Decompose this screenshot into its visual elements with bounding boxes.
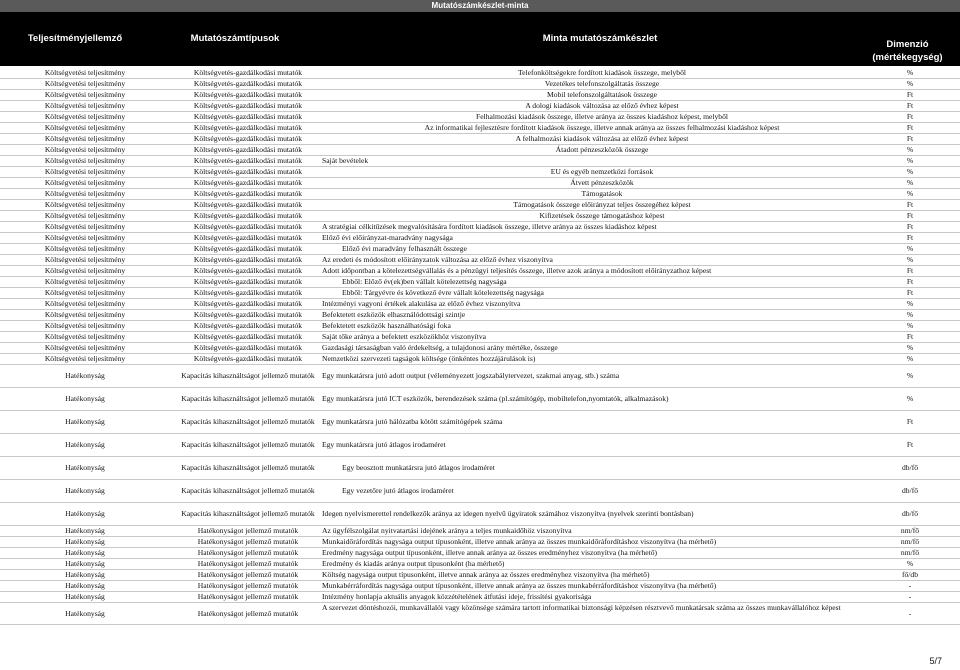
cell-c3: Intézményi vagyoni értékek alakulása az előző évhez viszonyítva — [322, 299, 521, 308]
cell-c3: Költség nagysága output típusonként, illetve annak aránya az összes eredményhez viszonyítva (ha mérhető) — [322, 570, 650, 579]
cell-c1: Költségvetési teljesítmény — [44, 321, 126, 330]
cell-c4: Ft — [906, 134, 914, 143]
table-row — [0, 178, 960, 189]
cell-c2: Kapacitás kihasználtságot jellemző mutatók — [181, 486, 315, 495]
cell-c3: Támogatások összege előirányzat teljes összegéhez képest — [513, 200, 691, 209]
cell-c1: Hatékonyság — [65, 371, 105, 380]
table-row — [0, 537, 960, 548]
table-row — [0, 200, 960, 211]
table-row — [0, 299, 960, 310]
cell-c3: Egy munkatársra jutó átlagos irodaméret — [322, 440, 446, 449]
header-dimension — [855, 38, 960, 64]
cell-c4: % — [906, 321, 914, 330]
cell-c4: Ft — [906, 266, 914, 275]
cell-c1: Költségvetési teljesítmény — [44, 233, 126, 242]
cell-c4: Ft — [906, 101, 914, 110]
cell-c1: Költségvetési teljesítmény — [44, 178, 126, 187]
table-row — [0, 266, 960, 277]
cell-c2: Kapacitás kihasználtságot jellemző mutatók — [181, 509, 315, 518]
cell-c3: Átvett pénzeszközök — [570, 178, 634, 187]
cell-c4: Ft — [906, 123, 914, 132]
cell-c1: Költségvetési teljesítmény — [44, 200, 126, 209]
cell-c4: - — [908, 608, 912, 618]
cell-c2: Költségvetés-gazdálkodási mutatók — [193, 68, 303, 77]
cell-c3: A dologi kiadások változása az előző évhez képest — [525, 101, 679, 110]
cell-c2: Kapacitás kihasználtságot jellemző mutatók — [181, 417, 315, 426]
table-row — [0, 244, 960, 255]
cell-c4: % — [906, 189, 914, 198]
cell-c2: Költségvetés-gazdálkodási mutatók — [193, 200, 303, 209]
cell-c1: Hatékonyság — [65, 581, 105, 590]
cell-c3: Előző évi maradvány felhasznált összege — [342, 244, 467, 253]
cell-c2: Költségvetés-gazdálkodási mutatók — [193, 233, 303, 242]
cell-c1: Költségvetési teljesítmény — [44, 288, 126, 297]
table-row — [0, 189, 960, 200]
table-row — [0, 255, 960, 266]
cell-c4: Ft — [906, 277, 914, 286]
cell-c3: Egy vezetőre jutó átlagos irodaméret — [342, 486, 454, 495]
cell-c2: Hatékonyságot jellemző mutatók — [197, 537, 299, 546]
cell-c2: Költségvetés-gazdálkodási mutatók — [193, 211, 303, 220]
cell-c1: Hatékonyság — [65, 592, 105, 601]
cell-c1: Hatékonyság — [65, 608, 105, 618]
table-row — [0, 123, 960, 134]
cell-c4: - — [908, 581, 912, 590]
table-row — [0, 101, 960, 112]
cell-c4: % — [906, 343, 914, 352]
cell-c3: Mobil telefonszolgáltatások összege — [546, 90, 658, 99]
cell-c4: Ft — [906, 222, 914, 231]
cell-c4: % — [906, 156, 914, 165]
cell-c2: Költségvetés-gazdálkodási mutatók — [193, 189, 303, 198]
cell-c1: Hatékonyság — [65, 548, 105, 557]
cell-c2: Költségvetés-gazdálkodási mutatók — [193, 79, 303, 88]
cell-c2: Költségvetés-gazdálkodási mutatók — [193, 167, 303, 176]
cell-c2: Hatékonyságot jellemző mutatók — [197, 581, 299, 590]
table-row — [0, 90, 960, 101]
window-title: Mutatószámkészlet-minta — [0, 0, 960, 12]
cell-c3: Gazdasági társaságban való érdekeltség, a tulajdonosi arány mértéke, összege — [322, 343, 558, 352]
table-row — [0, 288, 960, 299]
cell-c2: Költségvetés-gazdálkodási mutatók — [193, 288, 303, 297]
cell-c4: Ft — [906, 90, 914, 99]
cell-c2: Költségvetés-gazdálkodási mutatók — [193, 123, 303, 132]
cell-c1: Költségvetési teljesítmény — [44, 211, 126, 220]
table-row — [0, 79, 960, 90]
cell-c3: Telefonköltségekre fordított kiadások összege, melyből — [518, 68, 686, 77]
cell-c3: Támogatások — [581, 189, 623, 198]
cell-c4: Ft — [906, 440, 914, 449]
table-row — [0, 480, 960, 503]
table-row — [0, 592, 960, 603]
cell-c1: Költségvetési teljesítmény — [44, 90, 126, 99]
table-row — [0, 156, 960, 167]
table-row — [0, 354, 960, 365]
cell-c3: Munkabérráfordítás nagysága output típusonként, illetve annak aránya az összes munkabérráfordításhoz viszonyítva (ha mérhető) — [322, 581, 717, 590]
cell-c3: Intézmény honlapja aktuális anyagok közzétételének átfutási ideje, frissítési gyakorisága — [322, 592, 592, 601]
table-row — [0, 581, 960, 592]
cell-c2: Hatékonyságot jellemző mutatók — [197, 559, 299, 568]
cell-c1: Hatékonyság — [65, 440, 105, 449]
table-row — [0, 548, 960, 559]
table-row — [0, 112, 960, 123]
cell-c2: Költségvetés-gazdálkodási mutatók — [193, 266, 303, 275]
cell-c2: Költségvetés-gazdálkodási mutatók — [193, 178, 303, 187]
cell-c4: % — [906, 371, 914, 380]
cell-c3: Felhalmozási kiadások összege, illetve aránya az összes kiadáshoz képest, melyből — [476, 112, 728, 121]
cell-c4: % — [906, 299, 914, 308]
cell-c2: Költségvetés-gazdálkodási mutatók — [193, 90, 303, 99]
cell-c3: Ebből: Tárgyévre és következő évre vállalt kötelezettség nagysága — [342, 288, 544, 297]
cell-c3: Eredmény nagysága output típusonként, illetve annak aránya az összes eredményhez viszonyítva (ha mérhető) — [322, 548, 658, 557]
cell-c1: Költségvetési teljesítmény — [44, 145, 126, 154]
cell-c1: Költségvetési teljesítmény — [44, 189, 126, 198]
cell-c2: Költségvetés-gazdálkodási mutatók — [193, 112, 303, 121]
cell-c2: Hatékonyságot jellemző mutatók — [197, 570, 299, 579]
cell-c2: Költségvetés-gazdálkodási mutatók — [193, 156, 303, 165]
header-dimension-line2: (mértékegység) — [872, 52, 943, 63]
header-performance: Teljesítményjellemző — [27, 33, 123, 44]
cell-c1: Költségvetési teljesítmény — [44, 68, 126, 77]
cell-c3: Saját bevételek — [322, 156, 369, 165]
cell-c2: Hatékonyságot jellemző mutatók — [197, 548, 299, 557]
table-row — [0, 388, 960, 411]
cell-c2: Költségvetés-gazdálkodási mutatók — [193, 354, 303, 363]
cell-c3: Saját tőke aránya a befektett eszközökhöz viszonyítva — [322, 332, 487, 341]
cell-c3: Egy beosztott munkatársra jutó átlagos irodaméret — [342, 463, 495, 472]
table-row — [0, 134, 960, 145]
cell-c1: Költségvetési teljesítmény — [44, 277, 126, 286]
cell-c1: Költségvetési teljesítmény — [44, 299, 126, 308]
cell-c3: Egy munkatársra jutó ICT eszközök, berendezések száma (pl.számítógép, mobiltelefon,nyomtatók, alkalmazások) — [322, 394, 669, 403]
cell-c1: Hatékonyság — [65, 394, 105, 403]
cell-c2: Kapacitás kihasználtságot jellemző mutatók — [181, 394, 315, 403]
cell-c4: % — [906, 244, 914, 253]
cell-c1: Költségvetési teljesítmény — [44, 266, 126, 275]
table-row — [0, 559, 960, 570]
table-body — [0, 68, 960, 625]
cell-c3: Idegen nyelvismerettel rendelkezők aránya az idegen nyelvű ügyiratok számához viszonyítva (nyelvek szerinti bontásban) — [322, 509, 694, 518]
cell-c1: Költségvetési teljesítmény — [44, 244, 126, 253]
cell-c3: Ebből: Előző év(ek)ben vállalt kötelezettség nagysága — [342, 277, 507, 286]
cell-c4: Ft — [906, 211, 914, 220]
cell-c3: Az informatikai fejlesztésre fordított kiadások összege, illetve annak aránya az összes felhalmozási kiadáshoz képest — [424, 123, 780, 132]
table-row — [0, 310, 960, 321]
table-row — [0, 145, 960, 156]
cell-c3: Nemzetközi szervezeti tagságok költsége (önkéntes hozzájárulások is) — [322, 354, 536, 363]
cell-c2: Költségvetés-gazdálkodási mutatók — [193, 343, 303, 352]
cell-c2: Költségvetés-gazdálkodási mutatók — [193, 277, 303, 286]
table-row — [0, 603, 960, 625]
cell-c1: Költségvetési teljesítmény — [44, 101, 126, 110]
page-number: 5/7 — [929, 656, 942, 666]
cell-c4: Ft — [906, 112, 914, 121]
cell-c4: nm/fő — [900, 548, 920, 557]
cell-c4: % — [906, 68, 914, 77]
cell-c1: Költségvetési teljesítmény — [44, 354, 126, 363]
table-row — [0, 526, 960, 537]
cell-c4: % — [906, 394, 914, 403]
cell-c3: Az eredeti és módosított előirányzatok változása az előző évhez viszonyítva — [322, 255, 553, 264]
table-row — [0, 411, 960, 434]
table-row — [0, 68, 960, 79]
cell-c4: db/fő — [901, 463, 919, 472]
cell-c3: A felhalmozási kiadások változása az előző évhez képest — [515, 134, 689, 143]
cell-c4: db/fő — [901, 486, 919, 495]
cell-c3: Munkaidőráfordítás nagysága output típusonként, illetve annak aránya az összes munkaidőráfordításhoz viszonyítva (ha mérhető) — [322, 537, 717, 546]
cell-c4: % — [906, 310, 914, 319]
cell-c4: db/fő — [901, 509, 919, 518]
cell-c2: Hatékonyságot jellemző mutatók — [197, 608, 299, 618]
table-row — [0, 503, 960, 526]
cell-c1: Költségvetési teljesítmény — [44, 156, 126, 165]
cell-c2: Költségvetés-gazdálkodási mutatók — [193, 321, 303, 330]
cell-c4: Ft — [906, 233, 914, 242]
cell-c2: Kapacitás kihasználtságot jellemző mutatók — [181, 440, 315, 449]
cell-c1: Költségvetési teljesítmény — [44, 134, 126, 143]
cell-c2: Költségvetés-gazdálkodási mutatók — [193, 101, 303, 110]
cell-c1: Hatékonyság — [65, 417, 105, 426]
cell-c1: Költségvetési teljesítmény — [44, 255, 126, 264]
table-row — [0, 434, 960, 457]
cell-c4: fő/db — [901, 570, 919, 579]
cell-c1: Hatékonyság — [65, 559, 105, 568]
cell-c1: Költségvetési teljesítmény — [44, 343, 126, 352]
cell-c3: Befektetett eszközök használhatósági foka — [322, 321, 451, 330]
table-row — [0, 211, 960, 222]
cell-c3: Átadott pénzeszközök összege — [555, 145, 649, 154]
cell-c4: Ft — [906, 332, 914, 341]
cell-c4: % — [906, 79, 914, 88]
table-row — [0, 570, 960, 581]
table-row — [0, 343, 960, 354]
cell-c2: Költségvetés-gazdálkodási mutatók — [193, 255, 303, 264]
table-row — [0, 167, 960, 178]
cell-c2: Költségvetés-gazdálkodási mutatók — [193, 222, 303, 231]
cell-c4: % — [906, 354, 914, 363]
cell-c3: Előző évi előirányzat-maradvány nagysága — [322, 233, 453, 242]
header-indicator-types: Mutatószámtípusok — [190, 33, 280, 44]
table-row — [0, 332, 960, 343]
cell-c4: Ft — [906, 417, 914, 426]
cell-c2: Hatékonyságot jellemző mutatók — [197, 526, 299, 535]
cell-c2: Kapacitás kihasználtságot jellemző mutatók — [181, 371, 315, 380]
cell-c3: Egy munkatársra jutó hálózatba kötött számítógépek száma — [322, 417, 503, 426]
cell-c3: A stratégiai célkitűzések megvalósítására fordított kiadások összege, illetve aránya az összes kiadáshoz képest — [322, 222, 657, 231]
table-header — [0, 12, 960, 66]
cell-c1: Költségvetési teljesítmény — [44, 112, 126, 121]
cell-c1: Költségvetési teljesítmény — [44, 222, 126, 231]
cell-c1: Hatékonyság — [65, 509, 105, 518]
cell-c4: % — [906, 145, 914, 154]
cell-c3: Vezetékes telefonszolgáltatás összege — [544, 79, 660, 88]
cell-c1: Költségvetési teljesítmény — [44, 332, 126, 341]
cell-c3: Az ügyfélszolgálat nyitvatartási idejének aránya a teljes munkaidőhöz viszonyítva — [322, 526, 572, 535]
table-row — [0, 365, 960, 388]
table-row — [0, 457, 960, 480]
cell-c2: Költségvetés-gazdálkodási mutatók — [193, 332, 303, 341]
cell-c2: Költségvetés-gazdálkodási mutatók — [193, 145, 303, 154]
cell-c3: A szervezet döntéshozói, munkavállalói vagy közönsége számára tartott informatikai biztonsági képzésen résztvevő munkatársak száma az összes munkavállalóhoz képest — [322, 603, 841, 612]
cell-c4: Ft — [906, 288, 914, 297]
cell-c4: % — [906, 167, 914, 176]
cell-c3: Befektetett eszközök elhasználódottsági szintje — [322, 310, 466, 319]
cell-c2: Költségvetés-gazdálkodási mutatók — [193, 134, 303, 143]
cell-c4: % — [906, 255, 914, 264]
cell-c4: % — [906, 559, 914, 568]
cell-c3: Egy munkatársra jutó adott output (véleményezett jogszabálytervezet, szakmai anyag, stb.) száma — [322, 371, 620, 380]
cell-c1: Költségvetési teljesítmény — [44, 310, 126, 319]
cell-c4: - — [908, 592, 912, 601]
cell-c4: Ft — [906, 200, 914, 209]
table-row — [0, 277, 960, 288]
cell-c3: Eredmény és kiadás aránya output típusonként (ha mérhető) — [322, 559, 505, 568]
cell-c1: Hatékonyság — [65, 537, 105, 546]
cell-c1: Hatékonyság — [65, 526, 105, 535]
cell-c4: nm/fő — [900, 526, 920, 535]
cell-c2: Kapacitás kihasználtságot jellemző mutatók — [181, 463, 315, 472]
cell-c1: Hatékonyság — [65, 463, 105, 472]
cell-c2: Hatékonyságot jellemző mutatók — [197, 592, 299, 601]
table-row — [0, 321, 960, 332]
table-row — [0, 233, 960, 244]
cell-c4: % — [906, 178, 914, 187]
cell-c4: nm/fő — [900, 537, 920, 546]
cell-c1: Hatékonyság — [65, 570, 105, 579]
cell-c1: Költségvetési teljesítmény — [44, 167, 126, 176]
header-sample-set: Minta mutatószámkészlet — [542, 33, 658, 44]
cell-c1: Hatékonyság — [65, 486, 105, 495]
cell-c1: Költségvetési teljesítmény — [44, 123, 126, 132]
table-row — [0, 222, 960, 233]
cell-c1: Költségvetési teljesítmény — [44, 79, 126, 88]
cell-c2: Költségvetés-gazdálkodási mutatók — [193, 299, 303, 308]
cell-c2: Költségvetés-gazdálkodási mutatók — [193, 310, 303, 319]
cell-c3: Adott időpontban a kötelezettségvállalás és a pénzügyi teljesítés összege, illetve azok aránya a módosított előirányzathoz képest — [322, 266, 712, 275]
cell-c3: Kifizetések összege támogatáshoz képest — [539, 211, 665, 220]
cell-c2: Költségvetés-gazdálkodási mutatók — [193, 244, 303, 253]
cell-c3: EU és egyéb nemzetközi források — [550, 167, 654, 176]
header-dimension-line1: Dimenzió — [886, 39, 929, 50]
